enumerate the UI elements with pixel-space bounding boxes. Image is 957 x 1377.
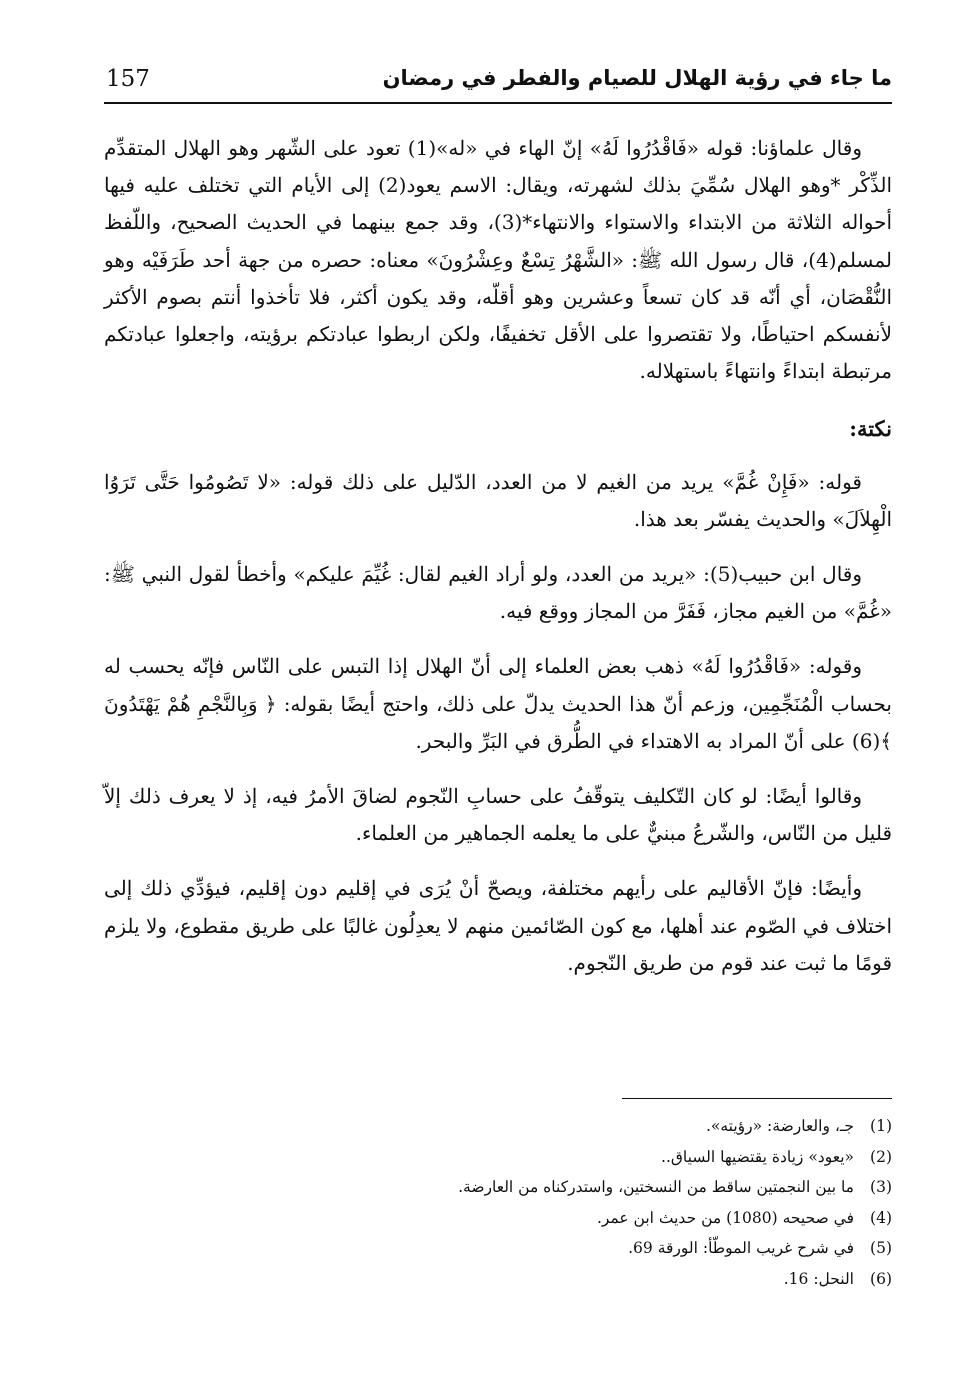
- paragraph-1: وقال علماؤنا: قوله «فَاقْدُرُوا لَهُ» إنّ الهاء في «له»(1) تعود على الشّهر وهو الهلال المتقدِّم الذِّكْر *وهو الهلال سُمِّيَ بذلك لشهرته، ويقال: الاسم يعود(2) إلى الأيام التي تختلف عليه فيها أحواله الثلاثة من الابتداء والاستواء والانتهاء*(3)، وقد جمع بينهما في الحديث الصحيح، واللّفظ لمسلم(4)، قال رسول الله ﷺ: «الشَّهْرُ تِسْعٌ وعِشْرُونَ» معناه: حصره من جهة أحد طَرَفَيْه وهو النُّقْصَان، أي أنّه قد كان تسعاً وعشرين وهو أقلّه، وقد يكون أكثر، فلا تأخذوا أنتم بصوم الأكثر لأنفسكم احتياطًا، ولا تقتصروا على الأقل تخفيفًا، ولكن اربطوا عبادتكم برؤيته، واجعلوا عبادتكم مرتبطة ابتداءً وانتهاءً باستهلاله.: [104, 136, 893, 384]
- footnote-item: [104, 1203, 892, 1234]
- paragraph-2: قوله: «فَإِنْ غُمَّ» يريد من الغيم لا من العدد، الدّليل على ذلك قوله: «لا تَصُومُوا حَتَّى تَرَوُا الْهِلاَلَ» والحديث يفسّر بعد هذا.: [104, 469, 892, 531]
- footnote-text: في شرح غريب الموطّأ: الورقة 69.: [628, 1239, 854, 1257]
- footnote-number: (4): [870, 1208, 892, 1227]
- paragraph-4: وقوله: «فَاقْدُرُوا لَهُ» ذهب بعض العلماء إلى أنّ الهلال إذا التبس على النّاس فإنّه يحسب له بحساب الْمُنَجِّمِين، وزعم أنّ هذا الحديث يدلّ على ذلك، واحتج أيضًا بقوله: ﴿ وَبِالنَّجْمِ هُمْ يَهْتَدُونَ ﴾(6) على أنّ المراد به الاهتداء في الطُّرق في البَرِّ والبحر.: [104, 654, 892, 753]
- book-page: [104, 56, 892, 1346]
- footnote-item: [104, 1172, 892, 1203]
- page-header: [104, 56, 892, 104]
- footnote-item: [104, 1264, 892, 1295]
- footnote-item: [104, 1142, 892, 1173]
- footnote-number: (5): [870, 1239, 892, 1257]
- footnote-text: في صحيحه (1080) من حديث ابن عمر.: [596, 1208, 854, 1227]
- footnote-number: (3): [870, 1178, 892, 1196]
- footnote-number: (2): [870, 1147, 892, 1166]
- page-number: 157: [106, 66, 150, 92]
- main-text: [104, 130, 892, 982]
- footnote-text: ما بين النجمتين ساقط من النسختين، واستدركناه من العارضة.: [458, 1178, 854, 1196]
- footnote-item: [104, 1233, 892, 1264]
- footnote-divider: [622, 1098, 892, 1099]
- running-title: ما جاء في رؤية الهلال للصيام والفطر في رمضان: [382, 66, 892, 90]
- footnote-item: [104, 1111, 892, 1142]
- footnotes: [104, 1098, 892, 1294]
- paragraph-5: وقالوا أيضًا: لو كان التّكليف يتوقّفُ على حسابِ النّجوم لضاقَ الأمرُ فيه، إذ لا يعرف ذلك إلاّ قليل من النّاس، والشّرعُ مبنيٌّ على ما يعلمه الجماهير من العلماء.: [104, 784, 892, 846]
- paragraph-6: وأيضًا: فإنّ الأقاليم على رأيهم مختلفة، ويصحّ أنْ يُرَى في إقليم دون إقليم، فيؤدِّي ذلك إلى اختلاف في الصّوم عند أهلها، مع كون الصّائمين منهم لا يعدِلُون غالبًا على طريق مقطوع، ولا يلزم قومًا ما ثبت عند قوم من طريق النّجوم.: [104, 876, 892, 975]
- section-heading: نكتة:: [849, 416, 892, 442]
- footnote-number: (6): [870, 1269, 892, 1288]
- paragraph-3: وقال ابن حبيب(5): «يريد من العدد، ولو أراد الغيم لقال: غُيِّمَ عليكم» وأخطأ لقول النبي ﷺ: «غُمَّ» من الغيم مجاز، فَفَرَّ من المجاز ووقع فيه.: [104, 562, 892, 624]
- footnote-text: جـ، والعارضة: «رؤيته».: [705, 1117, 854, 1135]
- footnote-text: «يعود» زيادة يقتضيها السياق..: [661, 1147, 854, 1166]
- footnote-number: (1): [870, 1117, 892, 1135]
- footnote-text: النحل: 16.: [783, 1269, 854, 1288]
